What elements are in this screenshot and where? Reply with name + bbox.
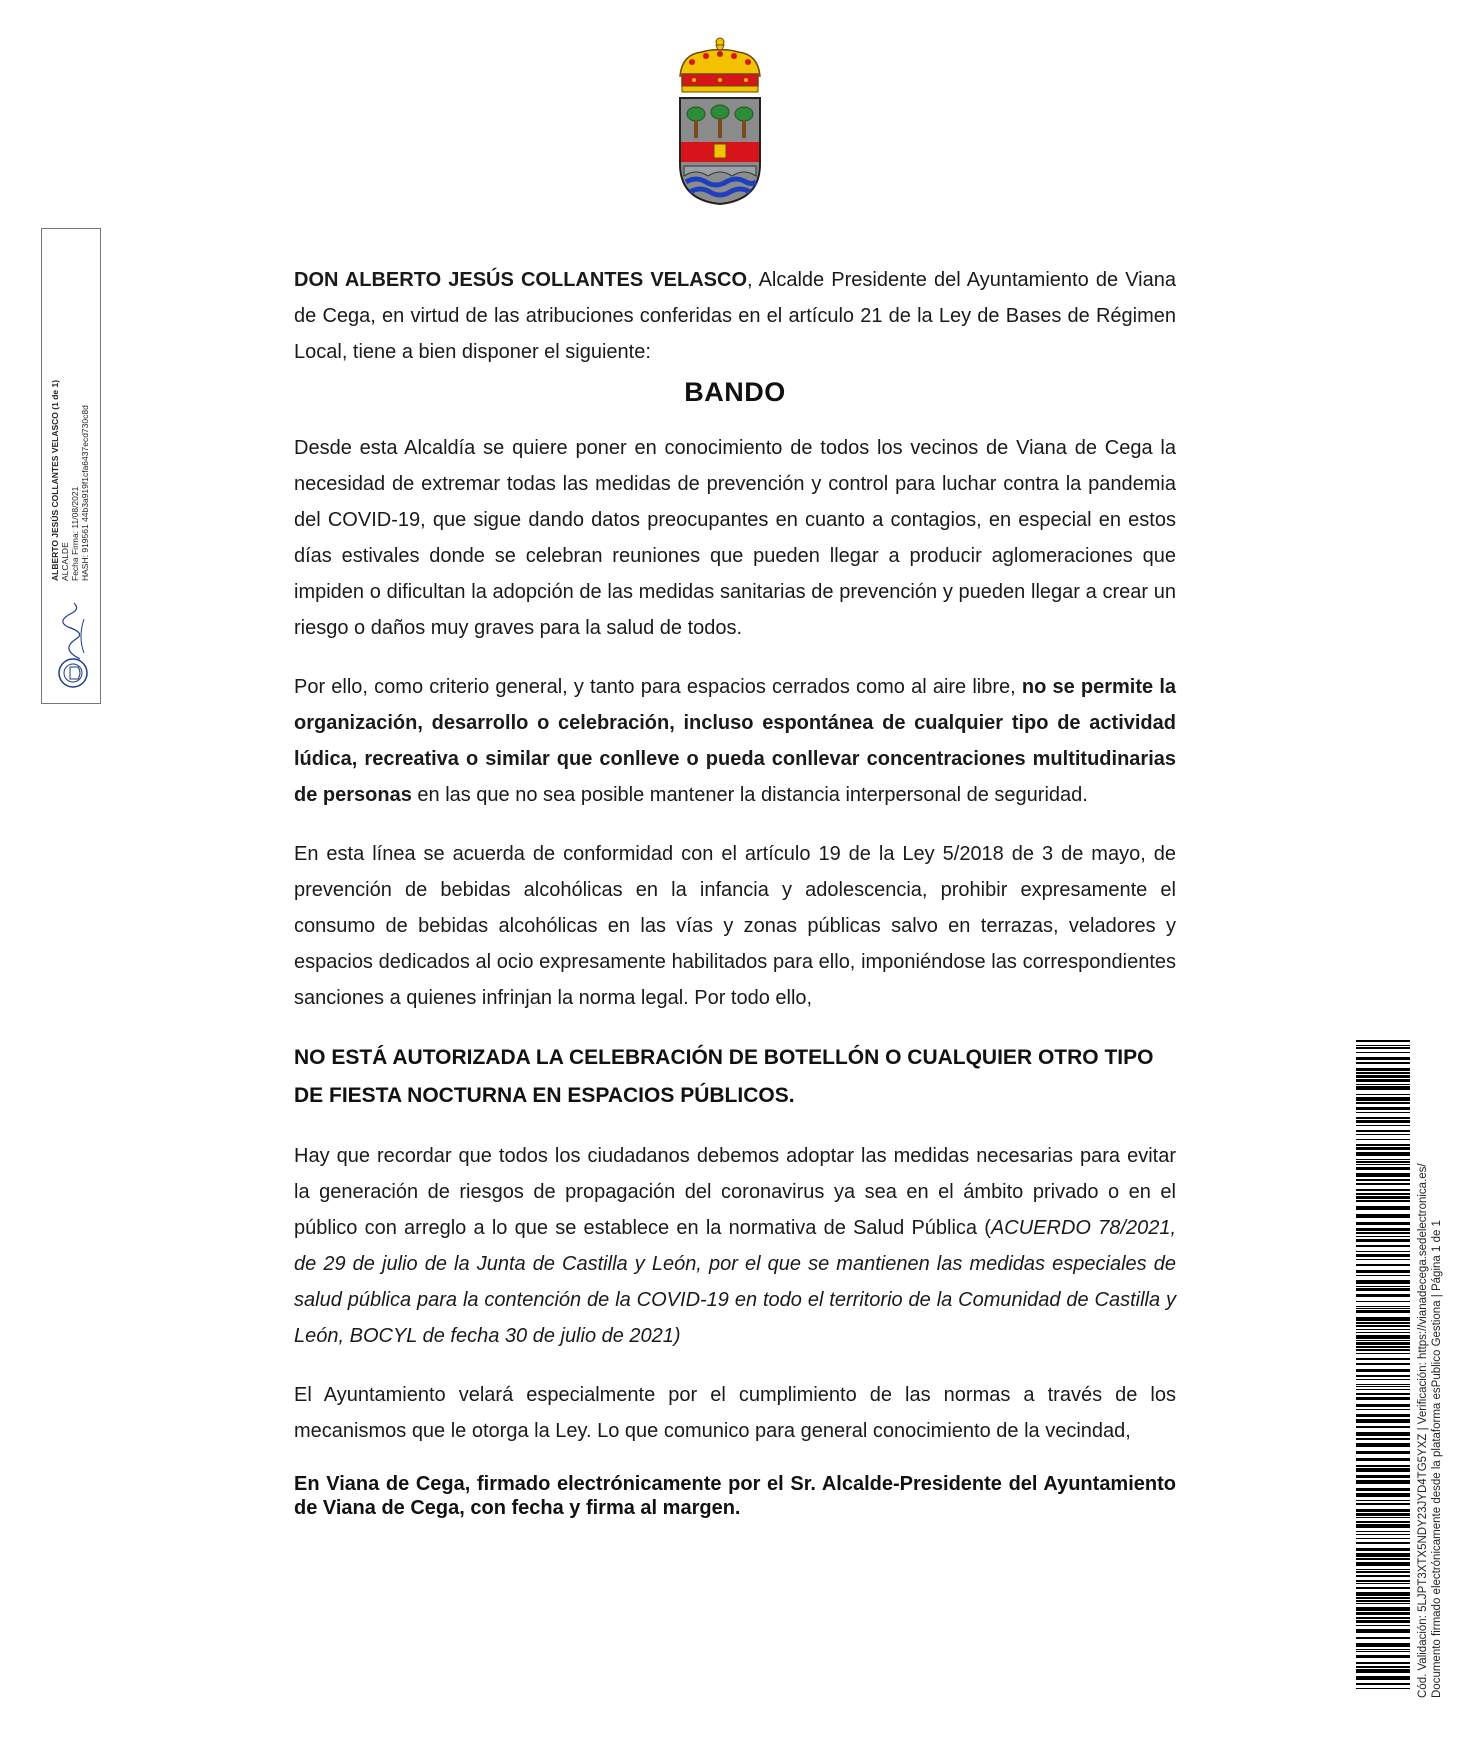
barcode-bar [1356, 1196, 1410, 1199]
barcode-bar [1356, 1458, 1410, 1461]
barcode-bar [1356, 1538, 1410, 1539]
barcode-bar [1356, 1493, 1410, 1497]
barcode-bar [1356, 1264, 1410, 1266]
barcode-bar [1356, 1147, 1410, 1150]
barcode-bar [1356, 1607, 1410, 1611]
barcode-bar [1356, 1259, 1410, 1260]
barcode-bar [1356, 1301, 1410, 1302]
barcode-bar [1356, 1072, 1410, 1074]
barcode-bar [1356, 1389, 1410, 1390]
barcode-bar [1356, 1683, 1410, 1685]
paragraph-5: El Ayuntamiento velará especialmente por el cumplimiento de las normas a través de los mecanismos que le otorga la Ley. Lo que comunico para general conocimiento de la vecindad, [294, 1384, 1176, 1442]
barcode-bar [1356, 1465, 1410, 1467]
prohibition-headline: NO ESTÁ AUTORIZADA LA CELEBRACIÓN DE BOTELLÓN O CUALQUIER OTRO TIPO DE FIESTA NOCTURNA EN ESPACIOS PÚBLICOS. [294, 1046, 1154, 1107]
barcode-bar [1356, 1358, 1410, 1360]
document-body [294, 262, 1176, 1520]
barcode-bar [1356, 1173, 1410, 1177]
barcode-bar [1356, 1222, 1410, 1225]
barcode-bar [1356, 1503, 1410, 1505]
barcode-bar [1356, 1629, 1410, 1633]
barcode-bar [1356, 1384, 1410, 1385]
barcode-bar [1356, 1340, 1410, 1341]
barcode-bar [1356, 1419, 1410, 1423]
barcode-bar [1356, 1117, 1410, 1119]
validation-barcode [1356, 1040, 1410, 1698]
barcode-bar [1356, 1651, 1410, 1652]
barcode-bar [1356, 1325, 1410, 1327]
barcode-bar [1356, 1414, 1410, 1417]
barcode-bar [1356, 1349, 1410, 1351]
barcode-bar [1356, 1130, 1410, 1132]
barcode-bar [1356, 1306, 1410, 1307]
barcode-bar [1356, 1134, 1410, 1135]
barcode-bar [1356, 1094, 1410, 1095]
barcode-bar [1356, 1342, 1410, 1345]
barcode-bar [1356, 1580, 1410, 1582]
barcode-bar [1356, 1068, 1410, 1071]
signer-role: ALCALDE [60, 542, 70, 581]
barcode-bar [1356, 1139, 1410, 1140]
paragraph-2-tail: en las que no sea posible mantener la distancia interpersonal de seguridad. [411, 784, 1088, 806]
barcode-bar [1356, 1270, 1410, 1273]
barcode-bar [1356, 1214, 1410, 1218]
intro-text: , Alcalde Presidente del Ayuntamiento de Viana de Cega, en virtud de las atribuciones conferidas en el artículo 21 de la Ley de Bases de Régimen Local, tiene a bien disponer el siguiente: [294, 269, 1176, 363]
barcode-bar [1356, 1583, 1410, 1584]
verification-footer [1416, 1038, 1456, 1698]
barcode-bar [1356, 1617, 1410, 1619]
document-title: BANDO [684, 377, 786, 407]
barcode-bar [1356, 1206, 1410, 1210]
barcode-bar [1356, 1662, 1410, 1664]
barcode-bar [1356, 1084, 1410, 1085]
barcode-bar [1356, 1193, 1410, 1195]
barcode-bar [1356, 1112, 1410, 1113]
barcode-bar [1356, 1575, 1410, 1577]
barcode-bar [1356, 1275, 1410, 1276]
barcode-bar [1356, 1097, 1410, 1101]
barcode-bar [1356, 1548, 1410, 1551]
barcode-bar [1356, 1393, 1410, 1395]
coat-of-arms-icon [672, 36, 768, 206]
barcode-bar [1356, 1164, 1410, 1165]
barcode-bar [1356, 1057, 1410, 1060]
barcode-bar [1356, 1587, 1410, 1589]
verification-code: Cód. Validación: 5LJPT3XTX5NDY23JYD4TG5YXZ | Verificación: https://vianadecega.sedelectronica.es/ [1417, 1163, 1429, 1698]
barcode-bar [1356, 1152, 1410, 1156]
barcode-bar [1356, 1346, 1410, 1348]
paragraph-4-lead: Hay que recordar que todos los ciudadanos debemos adoptar las medidas necesarias para evitar la generación de riesgos de propagación del coronavirus ya sea en el ámbito privado o en el público con arreglo a lo que se establece en la normativa de Salud Pública ( [294, 1145, 1176, 1239]
barcode-bar [1356, 1488, 1410, 1491]
barcode-bar [1356, 1086, 1410, 1090]
paragraph-2-bold: no se permite la organización, desarrollo o celebración, incluso espontánea de cualquier tipo de actividad lúdica, recreativa o similar que conlleve o pueda conllevar concentraciones multitudinarias de personas [294, 676, 1177, 806]
signature-details [50, 380, 90, 581]
barcode-bar [1356, 1562, 1410, 1566]
barcode-bar [1356, 1161, 1410, 1163]
barcode-bar [1356, 1409, 1410, 1410]
paragraph-4-citation: ACUERDO 78/2021, de 29 de julio de la Junta de Castilla y León, por el que se mantienen las medidas especiales de salud pública para la contención de la COVID-19 en todo el territorio de la Comunidad de Castilla y León, BOCYL de fecha 30 de julio de 2021) [294, 1217, 1177, 1347]
verification-platform: Documento firmado electrónicamente desde la plataforma esPublico Gestiona | Página 1 de 1 [1431, 1220, 1443, 1698]
barcode-bar [1356, 1386, 1410, 1387]
barcode-bar [1356, 1676, 1410, 1680]
barcode-bar [1356, 1369, 1410, 1372]
barcode-bar [1356, 1353, 1410, 1354]
barcode-bar [1356, 1075, 1410, 1078]
barcode-bar [1356, 1509, 1410, 1512]
barcode-bar [1356, 1521, 1410, 1523]
barcode-bar [1356, 1669, 1410, 1673]
barcode-bar [1356, 1232, 1410, 1234]
barcode-bar [1356, 1189, 1410, 1191]
barcode-bar [1356, 1524, 1410, 1528]
barcode-bar [1356, 1451, 1410, 1454]
barcode-bar [1356, 1159, 1410, 1160]
barcode-bar [1356, 1047, 1410, 1049]
barcode-bar [1356, 1688, 1410, 1689]
barcode-bar [1356, 1438, 1410, 1440]
barcode-bar [1356, 1102, 1410, 1104]
paragraph-2 [294, 669, 1176, 813]
signature-date: Fecha Firma: 11/08/2021 [70, 486, 80, 581]
mayor-name: DON ALBERTO JESÚS COLLANTES VELASCO [294, 269, 747, 291]
barcode-bar [1356, 1228, 1410, 1231]
barcode-bar [1356, 1468, 1410, 1472]
paragraph-2-lead: Por ello, como criterio general, y tanto para espacios cerrados como al aire libre, [294, 676, 1022, 698]
barcode-bar [1356, 1079, 1410, 1082]
barcode-bar [1356, 1534, 1410, 1535]
barcode-bar [1356, 1379, 1410, 1380]
barcode-bar [1356, 1332, 1410, 1333]
barcode-bar [1356, 1286, 1410, 1287]
barcode-bar [1356, 1643, 1410, 1647]
electronic-signature-box [41, 228, 101, 704]
barcode-bar [1356, 1597, 1410, 1599]
barcode-bar [1356, 1625, 1410, 1626]
barcode-bar [1356, 1426, 1410, 1428]
barcode-bar [1356, 1666, 1410, 1668]
closing-statement: En Viana de Cega, firmado electrónicamente por el Sr. Alcalde-Presidente del Ayuntamiento de Viana de Cega, con fecha y firma al margen. [294, 1473, 1176, 1519]
barcode-bar [1356, 1569, 1410, 1570]
barcode-bar [1356, 1542, 1410, 1544]
barcode-bar [1356, 1308, 1410, 1309]
barcode-bar [1356, 1245, 1410, 1247]
signature-seal-icon [50, 601, 96, 693]
intro-paragraph [294, 262, 1176, 370]
barcode-bar [1356, 1558, 1410, 1560]
barcode-bar [1356, 1120, 1410, 1123]
barcode-bar [1356, 1443, 1410, 1447]
barcode-bar [1356, 1167, 1410, 1170]
barcode-bar [1356, 1200, 1410, 1202]
barcode-bar [1356, 1592, 1410, 1596]
barcode-bar [1356, 1655, 1410, 1658]
barcode-bar [1356, 1480, 1410, 1484]
barcode-bar [1356, 1600, 1410, 1602]
barcode-bar [1356, 1317, 1410, 1321]
barcode-bar [1356, 1125, 1410, 1126]
barcode-bar [1356, 1531, 1410, 1532]
paragraph-1: Desde esta Alcaldía se quiere poner en conocimiento de todos los vecinos de Viana de Cega la necesidad de extremar todas las medidas de prevención y control para luchar contra la pandemia del COVID-19, que sigue dando datos preocupantes en cuanto a contagios, en especial en estos días estivales donde se celebran reuniones que pueden llegar a producir aglomeraciones que impiden o dificultan la adopción de las medidas sanitarias de prevención y pueden llegar a crear un riesgo o daños muy graves para la salud de todos. [294, 437, 1176, 639]
barcode-bar [1356, 1603, 1410, 1604]
barcode-bar [1356, 1375, 1410, 1377]
barcode-bar [1356, 1040, 1410, 1042]
barcode-bar [1356, 1363, 1410, 1365]
barcode-bar [1356, 1612, 1410, 1615]
barcode-bar [1356, 1183, 1410, 1185]
barcode-bar [1356, 1513, 1410, 1516]
barcode-bar [1356, 1397, 1410, 1400]
barcode-bar [1356, 1620, 1410, 1623]
paragraph-3: En esta línea se acuerda de conformidad con el artículo 19 de la Ley 5/2018 de 3 de mayo, de prevención de bebidas alcohólicas en la infancia y adolescencia, prohibir expresamente el consumo de bebidas alcohólicas en las vías y zonas públicas salvo en terrazas, veladores y espacios dedicados al ocio expresamente habilitados para ello, imponiéndose las correspondientes sanciones a quienes infrinjan la norma legal. Por todo ello, [294, 843, 1176, 1009]
signer-name: ALBERTO JESÚS COLLANTES VELASCO (1 de 1) [50, 379, 60, 581]
barcode-bar [1356, 1239, 1410, 1242]
barcode-bar [1356, 1251, 1410, 1252]
barcode-bar [1356, 1637, 1410, 1639]
barcode-bar [1356, 1254, 1410, 1257]
barcode-bar [1356, 1236, 1410, 1237]
barcode-bar [1356, 1553, 1410, 1557]
barcode-bar [1356, 1107, 1410, 1110]
barcode-bar [1356, 1475, 1410, 1478]
barcode-bar [1356, 1517, 1410, 1518]
barcode-bar [1356, 1045, 1410, 1046]
barcode-bar [1356, 1322, 1410, 1324]
barcode-bar [1356, 1179, 1410, 1181]
barcode-bar [1356, 1335, 1410, 1339]
barcode-bar [1356, 1062, 1410, 1064]
barcode-bar [1356, 1500, 1410, 1501]
barcode-bar [1356, 1288, 1410, 1291]
barcode-bar [1356, 1280, 1410, 1284]
barcode-bar [1356, 1432, 1410, 1436]
barcode-bar [1356, 1649, 1410, 1650]
barcode-bar [1356, 1310, 1410, 1313]
barcode-bar [1356, 1052, 1410, 1053]
barcode-bar [1356, 1294, 1410, 1297]
barcode-bar [1356, 1144, 1410, 1146]
paragraph-4 [294, 1138, 1176, 1354]
barcode-bar [1356, 1571, 1410, 1573]
signature-hash: HASH: 919561 44b3a919f1cfa6437ecd730c8d [80, 405, 90, 581]
barcode-bar [1356, 1329, 1410, 1330]
barcode-bar [1356, 1404, 1410, 1407]
